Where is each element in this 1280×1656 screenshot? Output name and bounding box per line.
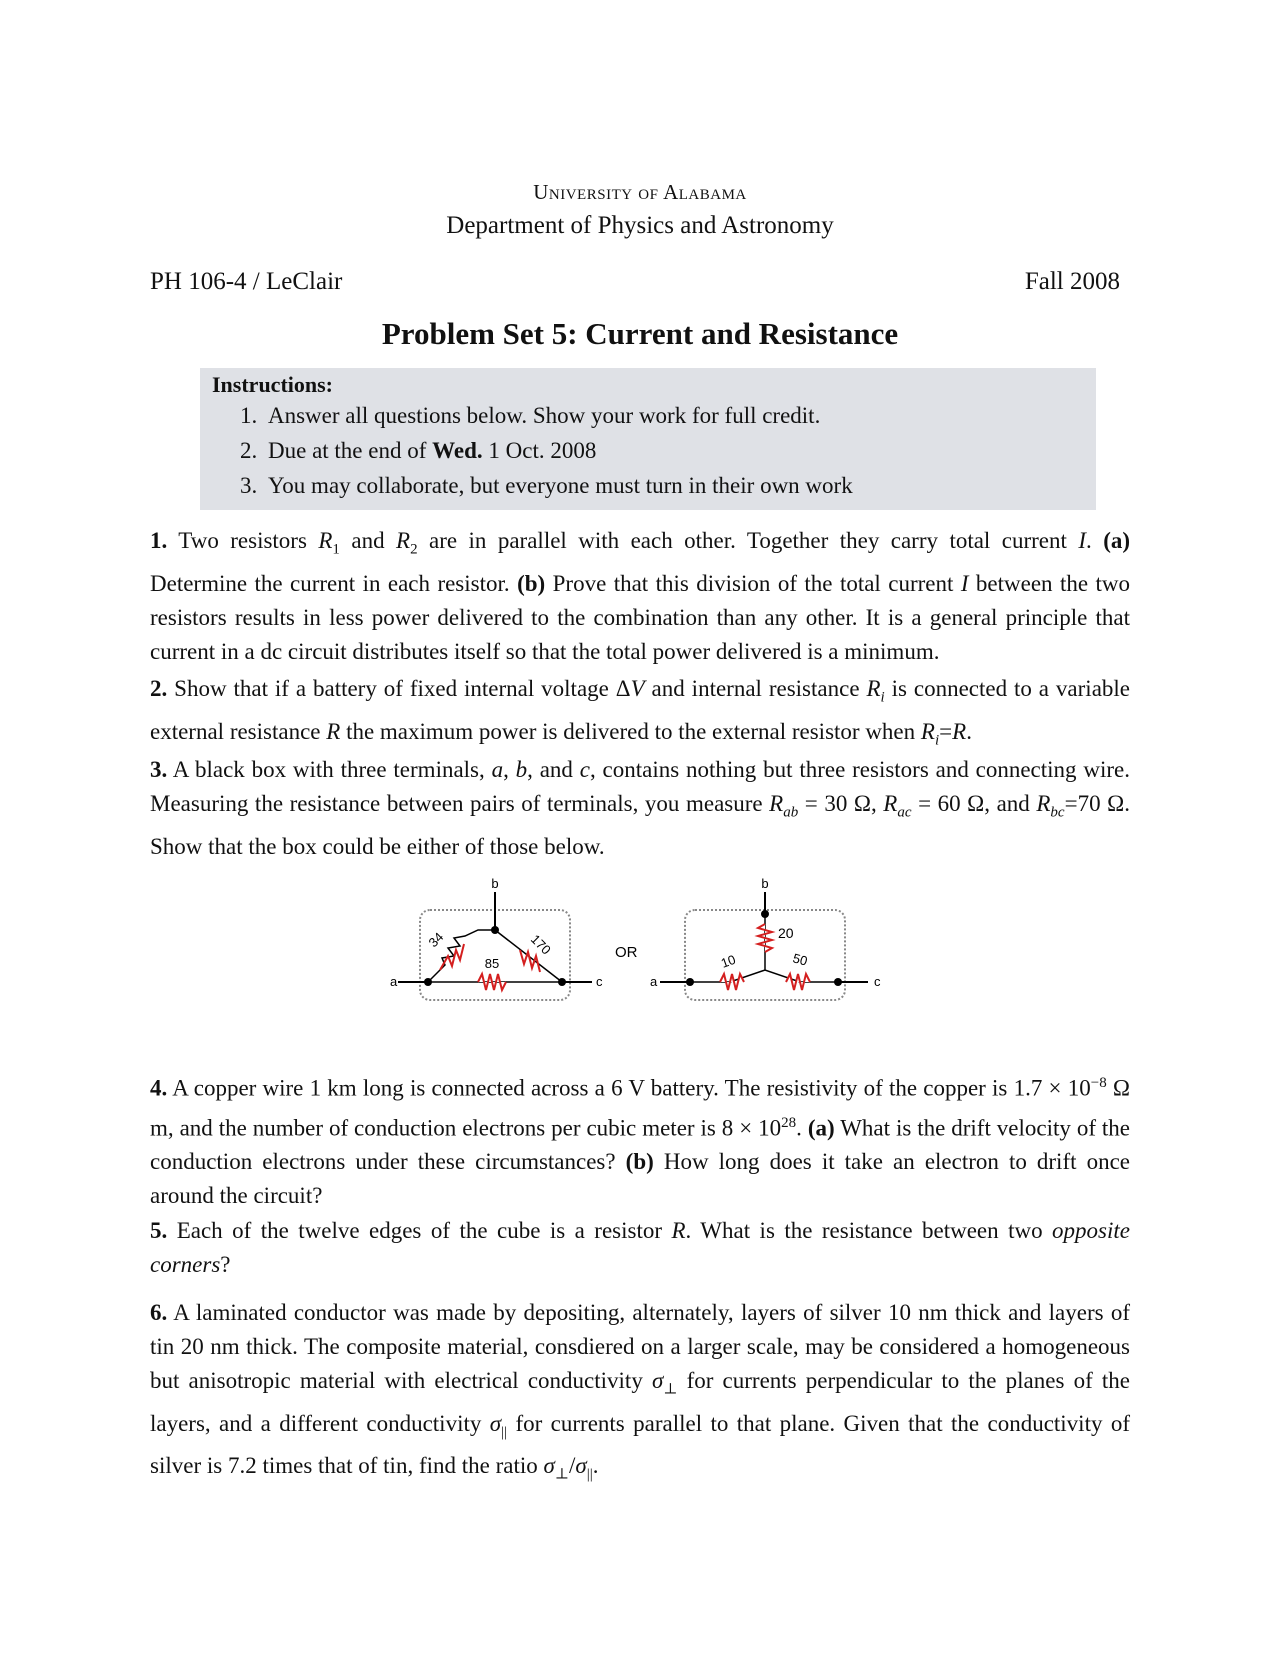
delta-resistor-right	[520, 950, 540, 972]
part-a-label: (a)	[807, 1115, 835, 1141]
term-label: Fall 2008	[1024, 268, 1120, 295]
university-name: University of Alabama	[533, 180, 747, 204]
delta-label-a: a	[390, 974, 398, 989]
part-b-label: (b)	[625, 1149, 654, 1175]
instruction-item	[240, 403, 820, 429]
page-title: Problem Set 5: Current and Resistance	[381, 316, 899, 351]
problem-4: 4. A copper wire 1 km long is connected across a 6 V battery. The resistivity of the copper is $1.7 \times 10^{-8}$ Ω m, and the number of conduction electrons per cubic meter is $8 \times 10^{28}$. (a) What is the drift velocity of the conduction electrons under these circumstances? (b) How long does it take an electron to drift once around the circuit?	[150, 1075, 1131, 1209]
course-label: PH 106-4 / LeClair	[150, 268, 343, 295]
delta-label-c: c	[596, 974, 603, 989]
wye-resistor-right	[786, 974, 810, 990]
instruction-text: Answer all questions below. Show your work for full credit.	[268, 403, 821, 428]
problem-number: 2.	[150, 676, 168, 701]
part-b-label: (b)	[517, 570, 546, 596]
wye-resistor-left	[720, 974, 744, 990]
delta-value-left: 34	[425, 929, 447, 951]
wye-label-b: b	[761, 876, 769, 891]
problem-number: 1.	[150, 528, 168, 553]
instruction-number: 1.	[240, 403, 258, 428]
instruction-text-bold: Wed.	[432, 438, 483, 463]
wye-value-left: 10	[718, 951, 738, 971]
delta-value-bottom: 85	[484, 956, 500, 971]
circuit-figure	[390, 876, 890, 1020]
instruction-text-post: 1 Oct. 2008	[482, 438, 597, 463]
problem-3: 3. A black box with three terminals, a, b, and c, contains nothing but three resistors and connecting wire. Measuring the resistance between pairs of terminals, you measure $R_{ab} = 30$ Ω, $R_{ac} = 60$ Ω, and $R_{bc}=70$ Ω. Show that the box could be either of those below.	[150, 757, 1130, 859]
instruction-text: You may collaborate, but everyone must turn in their own work	[268, 473, 853, 498]
problem-5: 5. Each of the twelve edges of the cube is a resistor R. What is the resistance between two opposite corners?	[150, 1218, 1130, 1277]
problem-2: 2. Show that if a battery of fixed internal voltage ΔV and internal resistance $R_i$ is connected to a variable external resistance R the maximum power is delivered to the external resistor when $R_i=R$.	[150, 676, 1131, 749]
problem-number: 6.	[150, 1300, 168, 1325]
part-a-label: (a)	[1103, 528, 1131, 553]
problem-number: 5.	[150, 1218, 168, 1243]
department-name: Department of Physics and Astronomy	[446, 212, 834, 239]
delta-resistor-bottom	[478, 974, 506, 990]
wye-value-right: 50	[791, 950, 810, 969]
instruction-item	[240, 473, 853, 499]
or-label: OR	[615, 944, 638, 961]
instruction-text-pre: Due at the end of	[268, 438, 433, 463]
wye-value-top: 20	[778, 925, 794, 941]
delta-value-right: 170	[527, 931, 554, 958]
wye-label-c: c	[874, 974, 881, 989]
instruction-number: 3.	[240, 473, 258, 498]
problem-6: 6. A laminated conductor was made by depositing, alternately, layers of silver 10 nm thick and layers of tin 20 nm thick. The composite material, consdiered on a larger scale, may be considered a homogeneous but anisotropic material with electrical conductivity $\sigma_\perp$ for currents perpendicular to the planes of the layers, and a different conductivity $\sigma_{||}$ for currents parallel to that plane. Given that the conductivity of silver is 7.2 times that of tin, find the ratio $\sigma_\perp/\sigma_{||}$.	[150, 1300, 1131, 1483]
problem-1: 1. Two resistors $R_1$ and $R_2$ are in parallel with each other. Together they carry total current I. (a) Determine the current in each resistor. (b) Prove that this division of the total current I between the two resistors results in less power delivered to the combination than any other. It is a general principle that current in a dc circuit distributes itself so that the total power delivered is a minimum.	[150, 528, 1131, 664]
problem-number: 4.	[150, 1075, 168, 1101]
wye-circuit	[650, 876, 881, 1000]
wye-resistor-top	[758, 924, 772, 952]
wye-wires	[690, 970, 838, 982]
instructions-heading: Instructions:	[212, 372, 334, 397]
problem-number: 3.	[150, 757, 168, 782]
instruction-number: 2.	[240, 438, 258, 463]
wye-label-a: a	[650, 974, 658, 989]
delta-label-b: b	[491, 876, 499, 891]
delta-circuit	[390, 876, 603, 1000]
instruction-item	[240, 438, 596, 464]
